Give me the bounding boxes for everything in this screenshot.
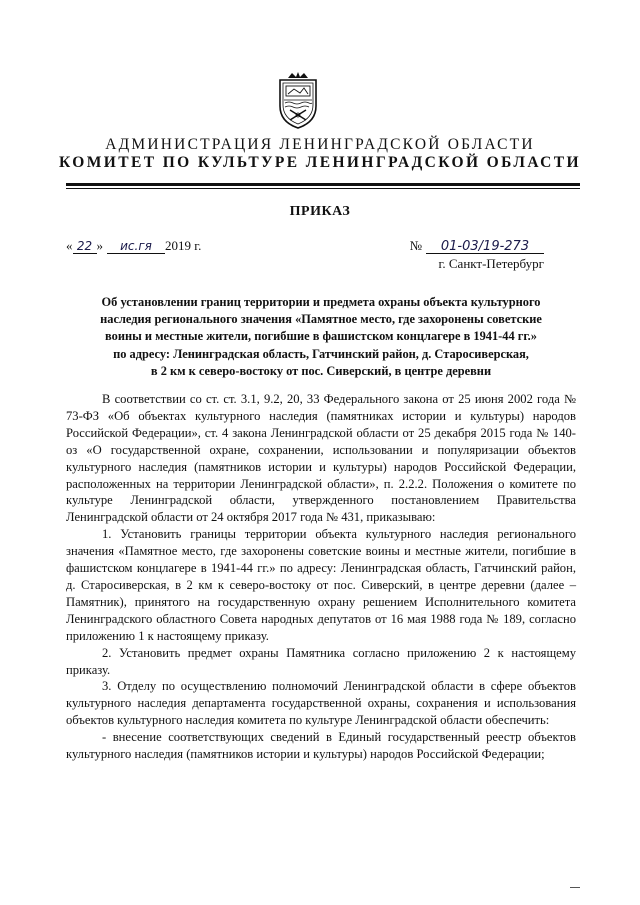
subject-line: наследия регионального значения «Памятное место, где захоронены советские [100,312,542,327]
page-continuation-mark [570,887,580,888]
date-close-quote: » [96,238,103,253]
order-number [410,238,544,254]
header-rule-thin [66,188,580,189]
date-year: 2019 г. [165,238,202,253]
order-city: г. Санкт-Петербург [438,256,544,271]
organization-name-line-2: КОМИТЕТ ПО КУЛЬТУРЕ ЛЕНИНГРАДСКОЙ ОБЛАСТИ [59,154,581,171]
order-body [66,391,576,763]
order-title: ПРИКАЗ [289,204,351,219]
subject-line: по адресу: Ленинградская область, Гатчинский район, д. Старосиверская, [113,346,529,361]
body-paragraph-preamble: В соответствии со ст. ст. 3.1, 9.2, 20, 33 Федерального закона от 25 июня 2002 года № 73-ФЗ «Об объектах культурного наследия (памятниках истории и культуры) народов Российской Федерации», ст. 4 закона Ленинградской области от 25 декабря 2015 года № 140-оз «О государственной охране, сохранении, использовании и популяризации объектов культурного наследия (памятников истории и культуры) народов Российской Федерации, расположенных на территории Ленинградской области», п. 2.2.2. Положения о комитете по культуре Ленинградской области, утвержденного постановлением Правительства Ленинградской области от 24 октября 2017 года № 431, приказываю: [66,392,576,525]
leningrad-oblast-coat-of-arms-icon [274,72,322,130]
body-paragraph-item-1: 1. Установить границы территории объекта культурного наследия регионального значения «Памятное место, где захоронены советские воины и местные жители, погибшие в фашистском концлагере в 1941-44 гг.» по адресу: Ленинградская область, Гатчинский район, д. Старосиверская, в 2 км к северо-востоку от пос. Сиверский, в центре деревни (далее – Памятник), принятого на государственную охрану решением Исполнительного комитета Ленинградского областного Совета народных депутатов от 16 мая 1988 года № 189, согласно приложению 1 к настоящему приказу. [66,527,576,643]
body-paragraph-item-3-subitem: - внесение соответствующих сведений в Единый государственный реестр объектов культурного наследия (памятников истории и культуры) народов Российской Федерации; [66,730,576,762]
date-month-handwritten: ис.гя [107,240,165,254]
order-date [66,238,201,254]
organization-name-line-1: АДМИНИСТРАЦИЯ ЛЕНИНГРАДСКОЙ ОБЛАСТИ [105,136,535,153]
order-number-handwritten: 01-03/19-273 [426,240,544,254]
order-subject [66,294,576,380]
date-open-quote: « [66,238,73,253]
header-rule-thick [66,183,580,186]
date-day-handwritten: 22 [73,240,97,254]
subject-line: в 2 км к северо-востоку от пос. Сиверский, в центре деревни [150,363,492,378]
number-prefix: № [409,238,422,253]
body-paragraph-item-3: 3. Отделу по осуществлению полномочий Ленинградской области в сфере объектов культурного наследия департамента государственной охраны, сохранения и использования объектов культурного наследия комитета по культуре Ленинградской области обеспечить: [66,679,576,728]
body-paragraph-item-2: 2. Установить предмет охраны Памятника согласно приложению 2 к настоящему приказу. [66,645,576,677]
subject-line: Об установлении границ территории и предмета охраны объекта культурного [101,295,541,309]
subject-line: воины и местные жители, погибшие в фашистском концлагере в 1941-44 гг.» [105,329,537,344]
